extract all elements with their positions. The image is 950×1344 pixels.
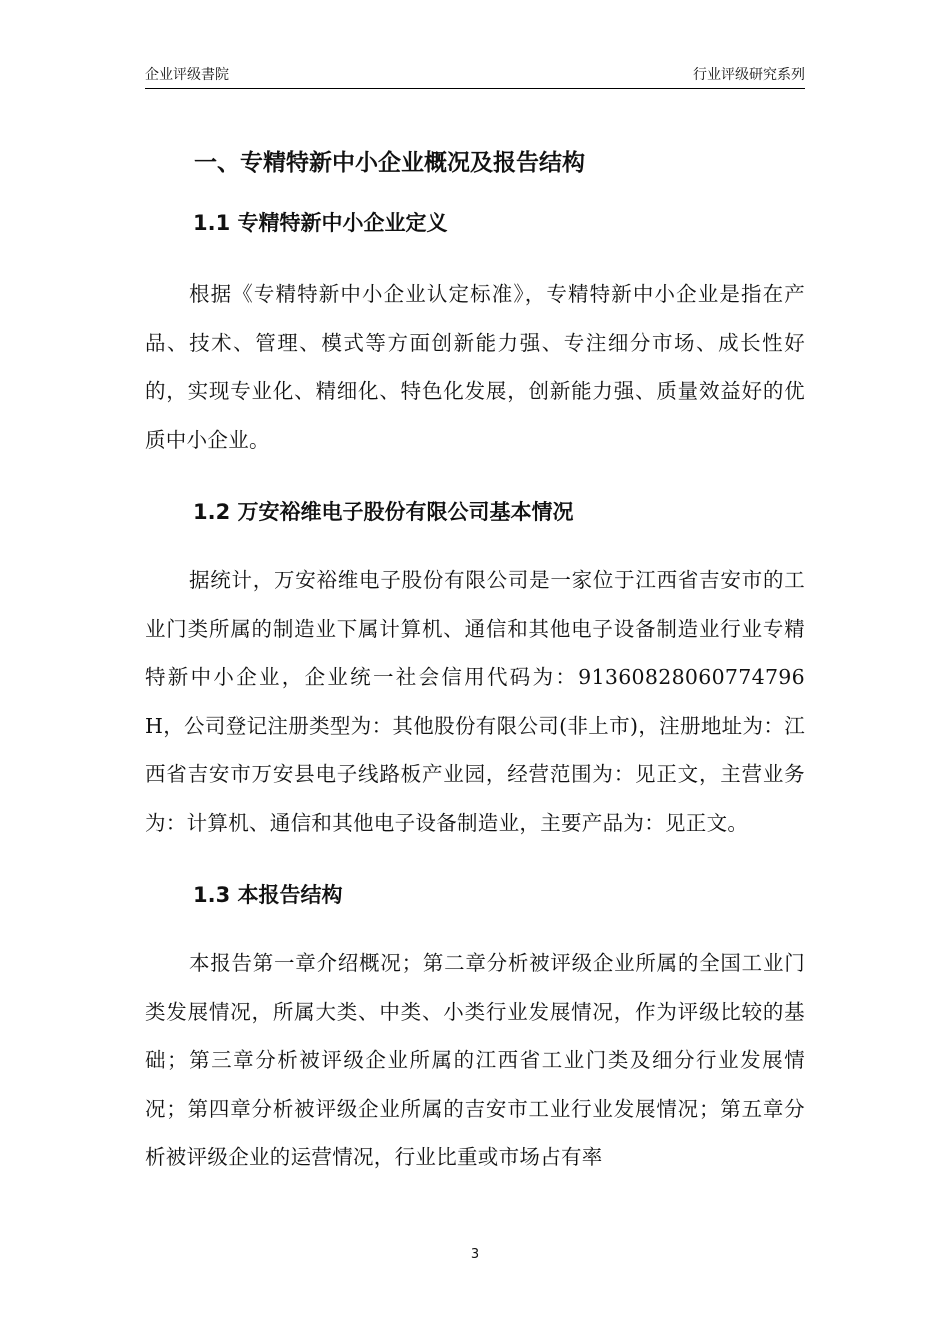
subsection-title-1-2: 1.2 万安裕维电子股份有限公司基本情况 xyxy=(193,500,574,524)
header-right-text: 行业评级研究系列 xyxy=(693,67,805,83)
paragraph-report-structure: 本报告第一章介绍概况；第二章分析被评级企业所属的全国工业门类发展情况，所属大类、中类、小类行业发展情况，作为评级比较的基础；第三章分析被评级企业所属的江西省工业门类及细分行业发展情况；第四章分析被评级企业所属的吉安市工业行业发展情况；第五章分析被评级企业的运营情况，行业比重或市场占有率 xyxy=(145,951,805,1169)
section-title: 一、专精特新中小企业概况及报告结构 xyxy=(194,150,585,176)
paragraph-definition: 根据《专精特新中小企业认定标准》，专精特新中小企业是指在产品、技术、管理、模式等方面创新能力强、专注细分市场、成长性好的，实现专业化、精细化、特色化发展，创新能力强、质量效益好的优质中小企业。 xyxy=(145,282,805,452)
document-body xyxy=(145,140,805,1182)
paragraph-company-info: 据统计，万安裕维电子股份有限公司是一家位于江西省吉安市的工业门类所属的制造业下属计算机、通信和其他电子设备制造业行业专精特新中小企业，企业统一社会信用代码为：91360828060774796H，公司登记注册类型为：其他股份有限公司(非上市)，注册地址为：江西省吉安市万安县电子线路板产业园，经营范围为：见正文，主营业务为：计算机、通信和其他电子设备制造业，主要产品为：见正文。 xyxy=(145,568,805,835)
header-left-text: 企业评级書院 xyxy=(145,67,229,83)
subsection-title-1-3: 1.3 本报告结构 xyxy=(193,883,343,907)
page-header xyxy=(145,64,805,89)
page-number: 3 xyxy=(470,1247,480,1262)
subsection-title-1-1: 1.1 专精特新中小企业定义 xyxy=(193,211,448,235)
